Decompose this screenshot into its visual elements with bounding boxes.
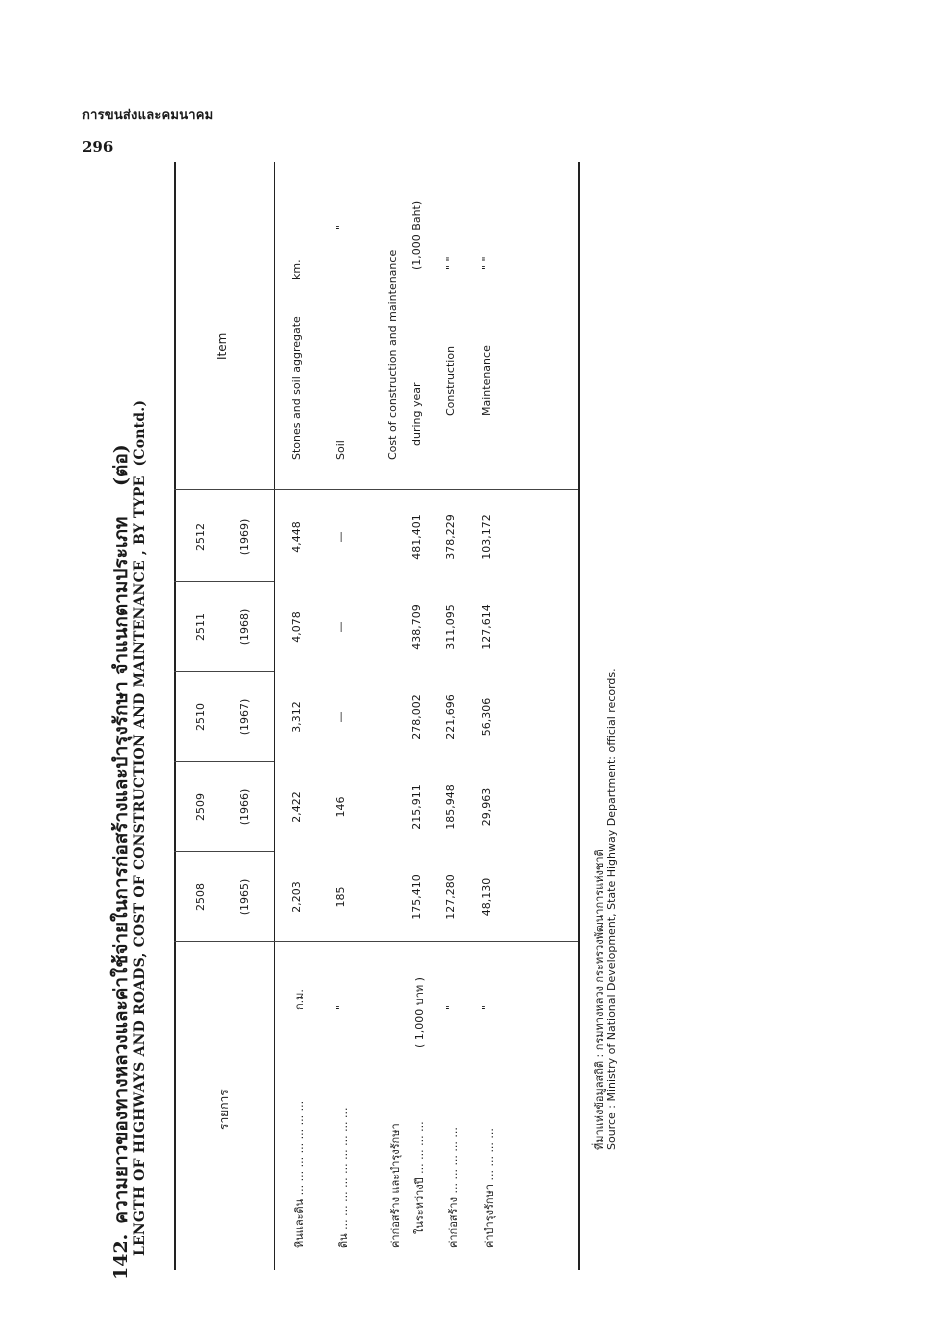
table-cell: 29,963 [480, 787, 493, 827]
row-label-thai: ในระหว่างปี ... ... ... ... [413, 1121, 426, 1234]
section-title: การขนส่งและคมนาคม [82, 108, 214, 123]
table-cell: 103,172 [480, 514, 493, 560]
statistics-table [90, 160, 618, 1280]
row-label-english: Construction [444, 345, 457, 416]
row-unit-english: " [334, 224, 347, 230]
table-cell: 215,911 [410, 784, 423, 830]
row-label-thai: ค่าบำรุงรักษา ... ... ... ... [483, 1128, 496, 1248]
table-cell: 221,696 [444, 694, 457, 740]
source-note-english: Source : Ministry of National Development, State Highway Department: official records. [605, 668, 618, 1150]
table-cell: — [334, 621, 347, 633]
table-cell: — [334, 531, 347, 543]
table-cell: 2,422 [290, 791, 303, 823]
row-label-thai: หินและดิน ... ... ... ... ... ... ... [293, 1100, 306, 1248]
year-header-ce: (1967) [238, 698, 251, 736]
table-title-english-text: LENGTH OF HIGHWAYS AND ROADS, COST OF CONSTRUCTION AND MAINTENANCE , BY TYPE [132, 475, 148, 1256]
year-header-ce: (1969) [238, 518, 251, 556]
table-cell: 146 [334, 796, 347, 818]
row-label-english: Maintenance [480, 345, 493, 416]
row-unit-english: km. [290, 259, 303, 280]
row-label-thai: ดิน ... ... ... ... ... ... ... ... ... [337, 1107, 350, 1248]
year-header-be: 2508 [194, 883, 207, 911]
table-title-contd-english: (Contd.) [132, 399, 148, 467]
row-unit-english: " " [444, 256, 457, 270]
page-number: 296 [82, 138, 114, 156]
year-header-be: 2509 [194, 793, 207, 821]
table-cell: 4,078 [290, 611, 303, 643]
column-divider [174, 941, 578, 942]
year-column-divider [174, 761, 274, 762]
table-header-rule [274, 162, 275, 1270]
year-header-ce: (1968) [238, 608, 251, 646]
year-header-ce: (1966) [238, 788, 251, 826]
year-column-divider [174, 581, 274, 582]
row-label-thai: ค่าก่อสร้าง และบำรุงรักษา [389, 1123, 402, 1248]
row-unit-english: (1,000 Baht) [410, 200, 423, 270]
table-cell: 2,203 [290, 881, 303, 913]
table-cell: 438,709 [410, 604, 423, 650]
column-header-item-english: Item [215, 332, 229, 360]
table-cell: 3,312 [290, 701, 303, 733]
table-cell: 185,948 [444, 784, 457, 830]
table-top-rule [174, 162, 176, 1270]
table-cell: 127,614 [480, 604, 493, 650]
year-header-be: 2511 [194, 613, 207, 641]
table-title-thai-text: ความยาวของทางหลวงและค่าใช้จ่ายในการก่อสร้างและบำรุงรักษา จำแนกตามประเภท [110, 516, 132, 1224]
table-number: 142. [110, 1233, 132, 1280]
row-unit-thai: " [334, 1004, 347, 1010]
table-title-english [132, 400, 148, 1256]
row-label-thai: ค่าก่อสร้าง ... ... ... ... ... [447, 1127, 460, 1248]
row-label-english: during year [410, 382, 423, 446]
table-cell: 185 [334, 886, 347, 908]
table-cell: 4,448 [290, 521, 303, 553]
table-cell: 175,410 [410, 874, 423, 920]
table-cell: 278,002 [410, 694, 423, 740]
row-label-english: Soil [334, 440, 347, 460]
row-unit-thai: " [444, 1004, 457, 1010]
year-header-be: 2510 [194, 703, 207, 731]
table-cell: — [334, 711, 347, 723]
row-unit-english: " " [480, 256, 493, 270]
table-cell: 127,280 [444, 874, 457, 920]
table-cell: 378,229 [444, 514, 457, 560]
column-header-item-thai: รายการ [217, 1089, 231, 1130]
year-column-divider [174, 671, 274, 672]
table-cell: 56,306 [480, 697, 493, 737]
row-label-english: Stones and soil aggregate [290, 316, 303, 460]
year-header-be: 2512 [194, 523, 207, 551]
row-unit-thai: ( 1,000 บาท ) [413, 977, 426, 1048]
page-header [82, 104, 213, 125]
row-label-english: Cost of construction and maintenance [386, 249, 399, 460]
table-cell: 481,401 [410, 514, 423, 560]
year-header-ce: (1965) [238, 878, 251, 916]
table-cell: 48,130 [480, 877, 493, 917]
table-cell: 311,095 [444, 604, 457, 650]
year-column-divider [174, 851, 274, 852]
table-title-contd-thai: (ต่อ) [110, 444, 132, 486]
row-unit-thai: ก.ม. [293, 989, 306, 1010]
row-unit-thai: " [480, 1004, 493, 1010]
source-note-thai: ที่มาแห่งข้อมูลสถิติ : กรมทางหลวง กระทรวงพัฒนาการแห่งชาติ [593, 849, 606, 1150]
column-divider [174, 489, 578, 490]
table-bottom-rule [578, 162, 580, 1270]
